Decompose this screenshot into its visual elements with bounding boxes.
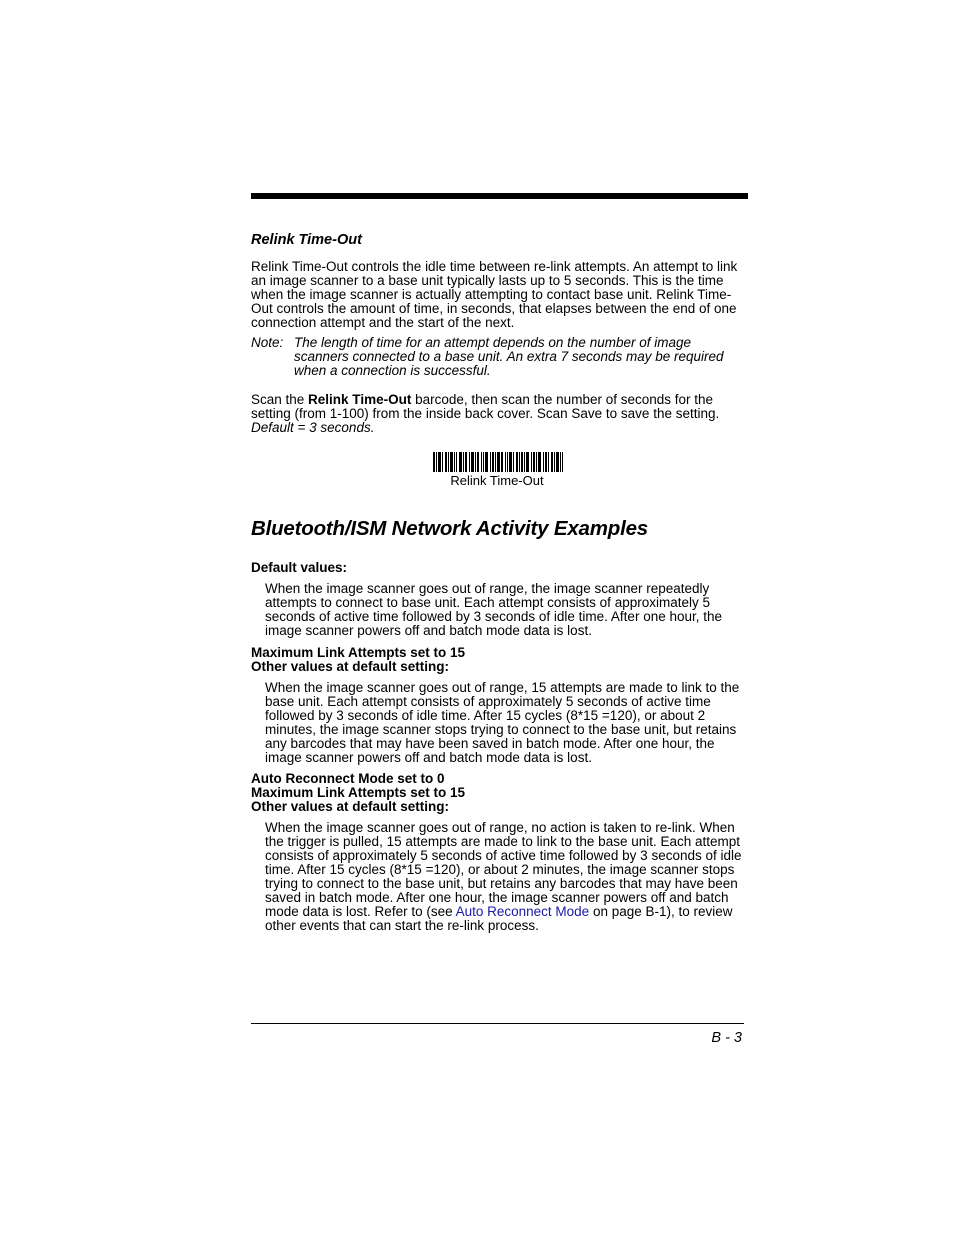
auto-reconnect-link[interactable]: Auto Reconnect Mode (455, 904, 590, 919)
bottom-rule (251, 1023, 744, 1024)
max-link-text: When the image scanner goes out of range, 15 attempts are made to link to the base unit. Each attempt consists of approximately 5 seconds of active time followed by 3 seconds of idle time. After 15 cycles (8*15 =120), or about 2 minutes, the image scanner stops trying to connect to the base unit, but retains any barcodes that may have been saved in batch mode. After one hour, the image scanner powers off and batch mode data is lost. (265, 680, 740, 765)
relink-description: Relink Time-Out controls the idle time between re-link attempts. An attempt to link an image scanner to a base unit typically lasts up to 5 seconds. This is the time when the image scanner is actually attempting to contact base unit. Relink Time-Out controls the amount of time, in seconds, that elapses between the end of one connection attempt and the start of the next. (251, 259, 738, 330)
auto-reconnect-heading (251, 772, 465, 814)
scan-suffix: barcode, then scan the number of seconds for the setting (from 1-100) from the inside back cover. Scan Save to save the setting. (251, 392, 720, 421)
scan-prefix: Scan the (251, 392, 309, 407)
examples-heading: Bluetooth/ISM Network Activity Examples (251, 517, 648, 540)
scan-instruction (251, 393, 743, 435)
default-values-text: When the image scanner goes out of range, the image scanner repeatedly attempts to connect to base unit. Each attempt consists of approximately 5 seconds of active time followed by 3 seconds of idle time. After one hour, the image scanner powers off and batch mode data is lost. (265, 581, 723, 638)
auto-reconnect-heading-line3: Other values at default setting: (251, 799, 450, 814)
auto-reconnect-text-a: When the image scanner goes out of range, no action is taken to re-link. When the trigger is pulled, 15 attempts are made to link to the base unit. Each attempt consists of approximately 5 seconds of active time followed by 3 seconds of idle time. After 15 cycles (8*15 =120), or about 2 minutes, the image scanner stops trying to connect to the base unit, but retains any barcodes that may have been saved in batch mode. After one hour, the image scanner powers off and batch mode data is lost. Refer to (see (265, 820, 742, 919)
note-label: Note: (251, 335, 284, 350)
page-number: B - 3 (711, 1030, 742, 1046)
max-link-heading-line1: Maximum Link Attempts set to 15 (251, 645, 466, 660)
default-values-heading: Default values: (251, 560, 348, 575)
auto-reconnect-heading-line1: Auto Reconnect Mode set to 0 (251, 771, 445, 786)
relink-heading: Relink Time-Out (251, 232, 362, 248)
default-value: Default = 3 seconds. (251, 420, 375, 435)
barcode-caption: Relink Time-Out (450, 473, 544, 488)
auto-reconnect-text (265, 821, 743, 933)
auto-reconnect-text-b: on page B-1), to review other events that can start the re-link process. (265, 904, 733, 933)
max-link-heading-line2: Other values at default setting: (251, 659, 450, 674)
relink-barcode[interactable] (433, 452, 563, 472)
max-link-heading (251, 646, 465, 674)
auto-reconnect-heading-line2: Maximum Link Attempts set to 15 (251, 785, 466, 800)
scan-bold: Relink Time-Out (308, 392, 412, 407)
top-rule (251, 193, 748, 199)
note-text: The length of time for an attempt depends on the number of image scanners connected to a base unit. An extra 7 seconds may be required when a connection is successful. (294, 335, 724, 378)
